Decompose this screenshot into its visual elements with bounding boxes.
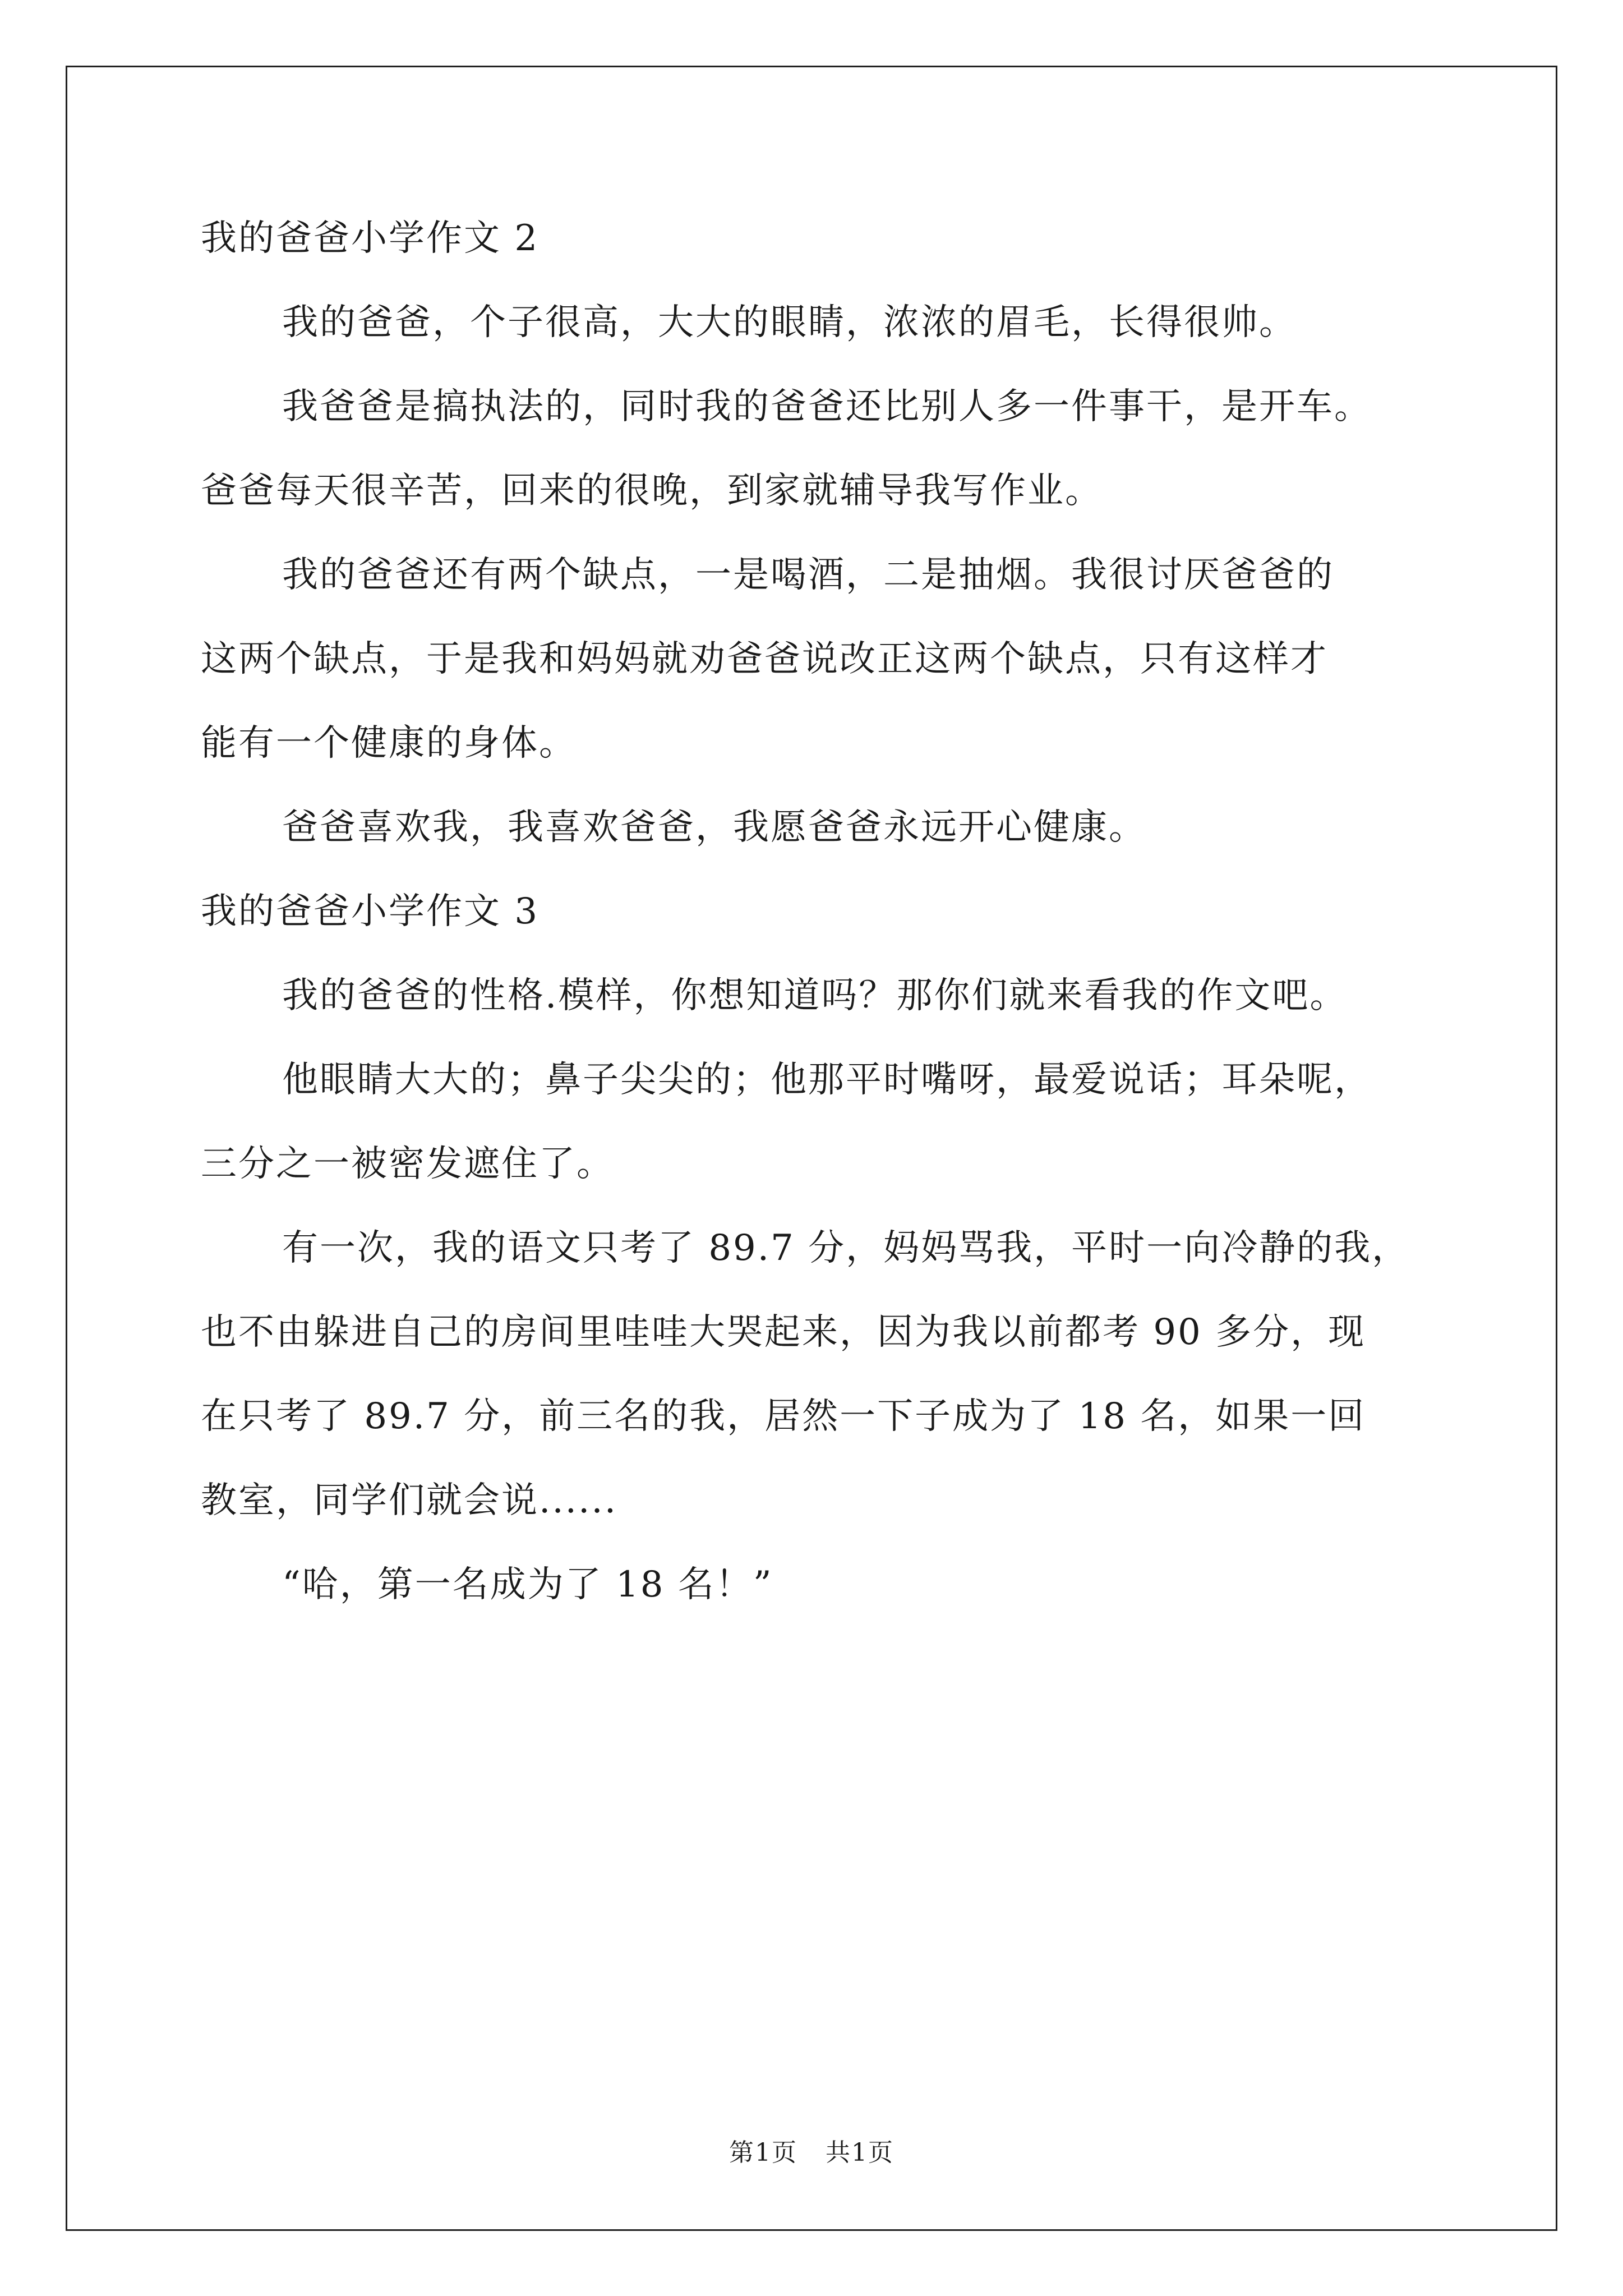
paragraph-line: 教室，同学们就会说......	[201, 1480, 618, 1521]
paragraph-line: 爸爸喜欢我，我喜欢爸爸，我愿爸爸永远开心健康。	[282, 807, 1146, 848]
heading-essay-2: 我的爸爸小学作文 2	[201, 218, 540, 259]
paragraph-line: 他眼睛大大的；鼻子尖尖的；他那平时嘴呀，最爱说话；耳朵呢，	[282, 1059, 1372, 1101]
paragraph-line: 也不由躲进自己的房间里哇哇大哭起来，因为我以前都考 90 多分，现	[201, 1312, 1366, 1353]
paragraph-line: 这两个缺点，于是我和妈妈就劝爸爸说改正这两个缺点，只有这样才	[201, 638, 1328, 680]
paragraph-line: 我爸爸是搞执法的，同时我的爸爸还比别人多一件事干，是开车。	[282, 386, 1372, 427]
paragraph-line: 有一次，我的语文只考了 89.7 分，妈妈骂我，平时一向冷静的我，	[282, 1227, 1410, 1269]
page-number-total: 共1页	[826, 2138, 894, 2167]
paragraph-line: “哈，第一名成为了 18 名！”	[282, 1564, 773, 1605]
page-footer	[0, 2136, 1623, 2170]
page-number-current: 第1页	[729, 2138, 797, 2167]
paragraph-line: 我的爸爸的性格.模样，你想知道吗？那你们就来看我的作文吧。	[282, 975, 1348, 1016]
document-body	[201, 196, 1463, 1627]
paragraph-line: 我的爸爸，个子很高，大大的眼睛，浓浓的眉毛，长得很帅。	[282, 302, 1297, 343]
paragraph-line: 我的爸爸还有两个缺点，一是喝酒，二是抽烟。我很讨厌爸爸的	[282, 554, 1334, 596]
paragraph-line: 能有一个健康的身体。	[201, 723, 577, 764]
heading-essay-3: 我的爸爸小学作文 3	[201, 891, 540, 932]
paragraph-line: 在只考了 89.7 分，前三名的我，居然一下子成为了 18 名，如果一回	[201, 1396, 1366, 1437]
paragraph-line: 三分之一被密发遮住了。	[201, 1143, 614, 1185]
paragraph-line: 爸爸每天很辛苦，回来的很晚，到家就辅导我写作业。	[201, 470, 1103, 512]
